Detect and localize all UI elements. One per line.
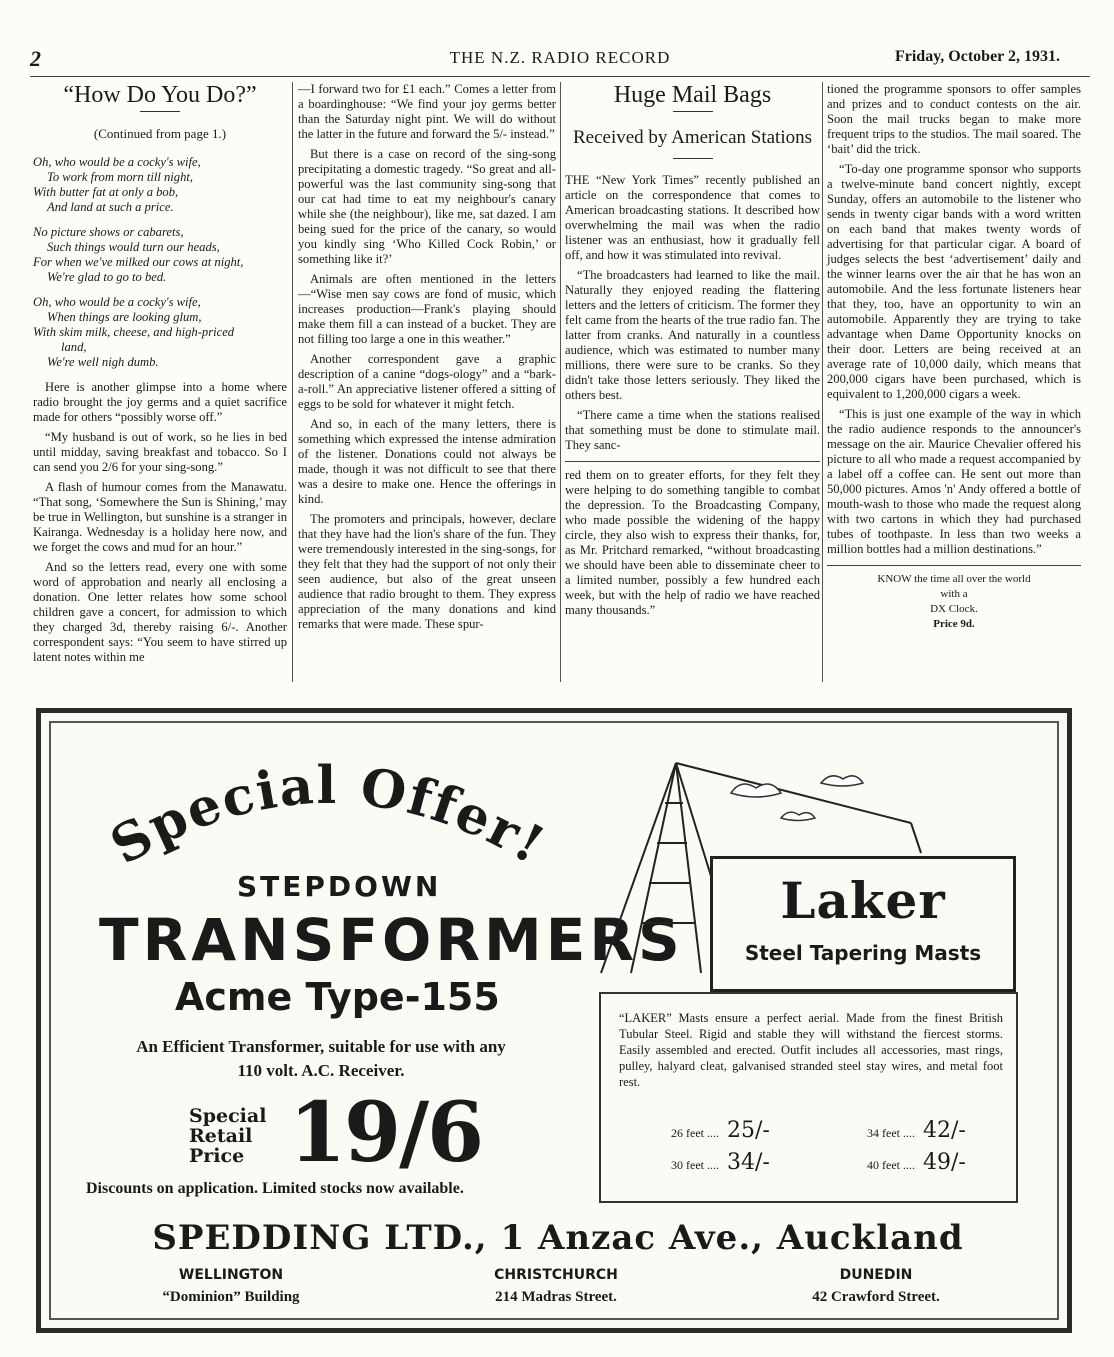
- poem-stanza: [33, 295, 287, 370]
- dx-clock-price: Price 9d.: [933, 618, 975, 630]
- branch-wellington: [101, 1264, 361, 1308]
- mast-price: 25/-: [726, 1118, 770, 1143]
- branch-city: CHRISTCHURCH: [494, 1267, 618, 1283]
- article-subtitle: Received by American Stations: [572, 127, 813, 148]
- paragraph: “My husband is out of work, so he lies in bed until midday, saving breakfast and tobacco. So I can send you 2/6 for your sing-song.”: [33, 430, 287, 474]
- retail-price: 19/6: [289, 1085, 483, 1181]
- mast-price-row: [867, 1118, 966, 1143]
- issue-date: Friday, October 2, 1931.: [894, 48, 1060, 65]
- article-continued-mail-bags: [827, 82, 1081, 632]
- paragraph: “This is just one example of the way in which the radio audience responds to the announcer's message on the air. Maurice Chevalier offered his picture to all who made a request accompanied by a label off a coffee can. He sent out more than 50,000 pictures. Amos 'n' Andy offered a bottle of mouth-wash to those who made the request along with two cartons in which they had purchased tubes of toothpaste. In less than two weeks a million bottles had a million destinations.”: [827, 407, 1081, 556]
- paragraph: “There came a time when the stations realised that something must be done to stimulate mail. They sanc-: [565, 408, 820, 452]
- header-rule: [30, 76, 1090, 77]
- discounts-note: Discounts on application. Limited stocks now available.: [86, 1180, 464, 1197]
- stepdown-label: STEPDOWN: [237, 870, 442, 903]
- paragraph: The promoters and principals, however, declare that they have had the lion's share of the fun. They were tremendously interested in the sing-songs, for they felt that they had the support of not only their seen audience, but also of the great unseen audience that radio brought to them. They express appreciation of the many donations and kind remarks that were made. These spur-: [298, 512, 556, 631]
- article-title: Huge Mail Bags: [613, 82, 772, 108]
- advertisement-spedding: [36, 708, 1072, 1333]
- laker-title-box: [710, 856, 1016, 992]
- article-how-do-you-do: [33, 82, 287, 670]
- poem-line: Oh, who would be a cocky's wife,: [33, 155, 201, 169]
- section-rule: [565, 461, 820, 462]
- branch-city: WELLINGTON: [178, 1267, 284, 1283]
- mast-price-row: [671, 1150, 770, 1175]
- poem-stanza: [33, 155, 287, 215]
- company-address-line: SPEDDING LTD., 1 Anzac Ave., Auckland: [152, 1218, 964, 1258]
- branch-christchurch: [426, 1264, 686, 1308]
- poem-line: For when we've milked our cows at night,: [33, 255, 244, 269]
- branch-dunedin: [746, 1264, 1006, 1308]
- description-line: 110 volt. A.C. Receiver.: [237, 1061, 405, 1080]
- poem-line: land,: [61, 340, 87, 354]
- label-line: Price: [189, 1145, 245, 1167]
- special-offer-headline: [93, 753, 563, 883]
- paragraph: And so, in each of the many letters, there is something which expressed the intense admiration of the listener. Donations could not always be made, though it was not difficult to see that there was a desire to make one. Hence the offerings in kind.: [298, 417, 556, 506]
- paragraph: A flash of humour comes from the Manawatu. “That song, ‘Somewhere the Sun is Shining,’ may be true in Wellington, but sunshine is a stranger in Kairanga. Wednesday is a holiday here now, and we forget the cows and mud for an hour.”: [33, 480, 287, 554]
- poem-line: No picture shows or cabarets,: [33, 225, 184, 239]
- laker-description: “LAKER” Masts ensure a perfect aerial. Made from the finest British Tubular Steel. Rigid and stable they will withstand the fiercest storms. Easily assembled and erected. Outfit includes all accessories, mast rings, pulley, halyard cleat, galvanised stranded steel stay wires, and metal foot rest.: [619, 1011, 1003, 1089]
- title-rule: [673, 111, 713, 112]
- column-rule: [292, 82, 293, 682]
- poem-line: Such things would turn our heads,: [47, 240, 220, 254]
- branch-address: 42 Crawford Street.: [812, 1289, 940, 1305]
- transformer-description: [81, 1035, 561, 1083]
- poem-line: To work from morn till night,: [47, 170, 194, 184]
- headline-text: Special Offer!: [100, 754, 556, 877]
- title-rule: [140, 111, 180, 112]
- dx-clock-line: with a: [940, 588, 968, 600]
- poem-line: With butter fat at only a bob,: [33, 185, 179, 199]
- poem-stanza: [33, 225, 287, 285]
- poem-line: Oh, who would be a cocky's wife,: [33, 295, 201, 309]
- dx-clock-advert: [827, 565, 1081, 632]
- mast-size: 40 feet ....: [867, 1158, 915, 1172]
- paragraph: —I forward two for £1 each.” Comes a letter from a boardinghouse: “We find your joy germs better than the Saturday night pint. We will do without the latter in the future and forward the 5/- instead.”: [298, 82, 556, 141]
- paragraph: Animals are often mentioned in the letters—“Wise men say cows are fond of music, which increases production—Frank's playing should make them fill a can instead of a bucket. They are not filling too large a one in this weather.”: [298, 272, 556, 346]
- mast-price: 42/-: [922, 1118, 966, 1143]
- paragraph: tioned the programme sponsors to offer samples and prizes and to conduct contests on the air. Soon the mail trucks began to make more frequent trips to the studios. The mail soared. The ‘bait’ did the trick.: [827, 82, 1081, 156]
- branch-city: DUNEDIN: [839, 1267, 913, 1283]
- subtitle-rule: [673, 158, 713, 159]
- poem-line: We're well nigh dumb.: [47, 355, 159, 369]
- poem-line: We're glad to go to bed.: [47, 270, 167, 284]
- publication-title: THE N.Z. RADIO RECORD: [449, 48, 671, 67]
- mast-size: 34 feet ....: [867, 1126, 915, 1140]
- page-header: [30, 46, 1090, 74]
- laker-subtitle: Steel Tapering Masts: [744, 941, 982, 965]
- laker-description-box: [599, 992, 1018, 1203]
- article-title: “How Do You Do?”: [63, 82, 257, 108]
- article-continuation: [298, 82, 556, 637]
- label-line: Special: [189, 1105, 267, 1127]
- page-number: 2: [30, 46, 41, 71]
- mast-price: 34/-: [726, 1150, 770, 1175]
- special-retail-price-label: [189, 1106, 266, 1166]
- paragraph: “To-day one programme sponsor who supports a twelve-minute band concert nightly, except Sunday, offers an automobile to the listener who sends in twenty cigar bands with a word written on each band that makes twenty words of advertising for that particular cigar. A board of judges selects the best ‘advertisement’ daily and the winner learns over the air that he has won an automobile. And the less fortunate listeners hear that they, too, have an opportunity to win an automobile. Apparently they are trying to take advantage when Dame Opportunity knocks on their door. Letters are being received at an average rate of 10,000 daily, which means that 200,000 cigars have been purchased, which is equivalent to 1,200,000 cigars a week.: [827, 162, 1081, 401]
- mast-price-row: [867, 1150, 966, 1175]
- label-line: Retail: [189, 1125, 253, 1147]
- continued-note: (Continued from page 1.): [93, 126, 227, 141]
- poem-line: With skim milk, cheese, and high-priced: [33, 325, 235, 339]
- paragraph: Another correspondent gave a graphic description of a canine “dogs-ology” and a “bark-a-roll.” An appreciative listener offered a sitting of eggs to be sold for whatever it might fetch.: [298, 352, 556, 411]
- article-huge-mail-bags: [565, 82, 820, 623]
- paragraph: “The broadcasters had learned to like the mail. Naturally they enjoyed reading the flattering letters and the letters of criticism. The former they felt came from the hearts of the true radio fan. The latter from cranks. And naturally in a countless audience, which was estimated to number many millions, there were sure to be cranks. So they didn't take those letters seriously. They liked the others best.: [565, 268, 820, 402]
- mast-price: 49/-: [922, 1150, 966, 1175]
- paragraph: THE “New York Times” recently published an article on the correspondence that comes to American broadcasting stations. It described how overwhelming the mail was when the radio listener was an enthusiast, how it gradually fell off, and how it was stimulated into revival.: [565, 173, 820, 262]
- poem-line: And land at such a price.: [47, 200, 174, 214]
- paragraph: red them on to greater efforts, for they felt they were helping to do something tangible to combat the depression. To the Broadcasting Company, who made possible the widening of the happy circle, they also wish to express their thanks, for, as Mr. Pritchard remarked, “without broadcasting we should have been able to disseminate cheer to a limited number, possibly a few hundred each week, but with the help of radio we have reached many thousands.”: [565, 468, 820, 617]
- svg-text:Special Offer!: [101, 755, 556, 877]
- transformers-label: TRANSFORMERS: [99, 906, 684, 974]
- column-rule: [560, 82, 561, 682]
- paragraph: But there is a case on record of the sing-song precipitating a domestic tragedy. “So great and all-powerful was the last community sing-song that our cat had time to eat my neighbour's canary while she (the neighbour), like me, sat dazed. I am being sued for the price of the canary, so would you kindly sing ‘Who Killed Cock Robin,’ or something like it?’: [298, 147, 556, 266]
- mast-size: 26 feet ....: [671, 1126, 719, 1140]
- mast-price-row: [671, 1118, 770, 1143]
- column-rule: [822, 82, 823, 682]
- paragraph: Here is another glimpse into a home where radio brought the joy germs and a quiet sacrifice made for others “possibly worse off.”: [33, 380, 287, 424]
- paragraph: And so the letters read, every one with some word of approbation and nearly all enclosing a donation. One letter relates how some school children gave a concert, for admission to which they charged 3d, thereby raising 6/-. Another correspondent says: “You seem to have stirred up latent notes within me: [33, 560, 287, 664]
- poem-line: When things are looking glum,: [47, 310, 202, 324]
- dx-clock-line: DX Clock.: [930, 603, 978, 615]
- laker-brand: Laker: [780, 871, 946, 930]
- branch-address: 214 Madras Street.: [495, 1289, 617, 1305]
- model-label: Acme Type-155: [175, 975, 500, 1019]
- description-line: An Efficient Transformer, suitable for use with any: [136, 1037, 506, 1056]
- dx-clock-line: KNOW the time all over the world: [877, 573, 1031, 585]
- mast-size: 30 feet ....: [671, 1158, 719, 1172]
- branch-address: “Dominion” Building: [162, 1289, 300, 1305]
